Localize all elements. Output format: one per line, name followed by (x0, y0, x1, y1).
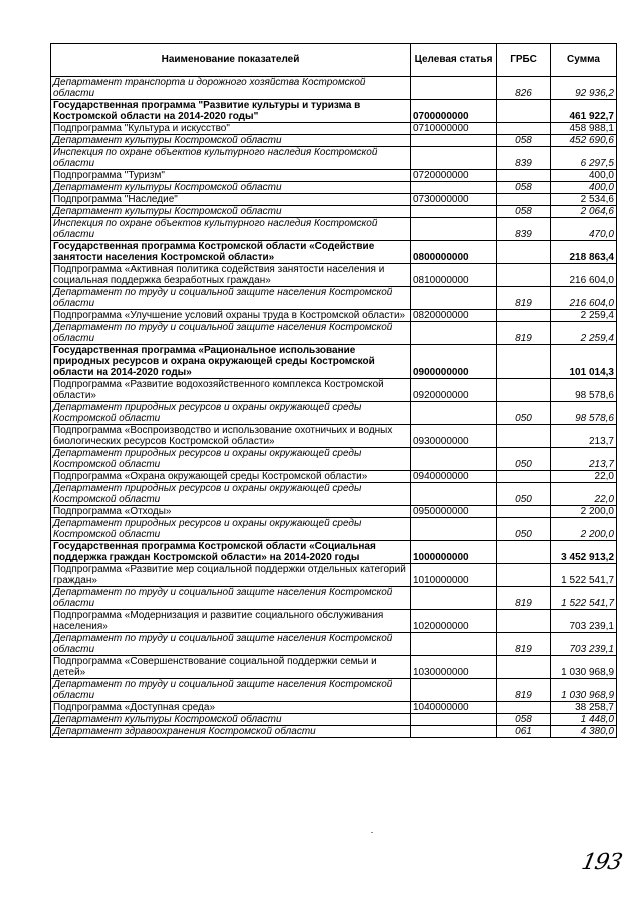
row-target-article-cell (411, 714, 497, 726)
table-row (51, 518, 617, 541)
header-sum: Сумма (551, 44, 617, 77)
row-sum-cell: 400,0 (551, 170, 617, 182)
row-sum-cell: 461 922,7 (551, 100, 617, 123)
row-target-article-cell: 1040000000 (411, 702, 497, 714)
row-name-cell: Департамент природных ресурсов и охраны окружающей среды Костромской области (51, 518, 411, 541)
table-row (51, 264, 617, 287)
row-grbs-cell: 819 (497, 287, 551, 310)
row-target-article-cell (411, 726, 497, 738)
row-grbs-cell (497, 610, 551, 633)
row-sum-cell: 22,0 (551, 471, 617, 483)
row-target-article-cell: 0940000000 (411, 471, 497, 483)
row-name-cell: Подпрограмма «Модернизация и развитие социального обслуживания населения» (51, 610, 411, 633)
row-sum-cell: 38 258,7 (551, 702, 617, 714)
row-grbs-cell: 819 (497, 322, 551, 345)
row-target-article-cell (411, 218, 497, 241)
row-name-cell: Департамент культуры Костромской области (51, 135, 411, 147)
row-grbs-cell (497, 425, 551, 448)
row-target-article-cell: 0720000000 (411, 170, 497, 182)
table-row (51, 541, 617, 564)
row-grbs-cell (497, 541, 551, 564)
row-sum-cell: 2 259,4 (551, 322, 617, 345)
row-grbs-cell (497, 345, 551, 379)
row-name-cell: Инспекция по охране объектов культурного наследия Костромской области (51, 218, 411, 241)
row-sum-cell: 2 064,6 (551, 206, 617, 218)
row-target-article-cell (411, 206, 497, 218)
row-target-article-cell: 1010000000 (411, 564, 497, 587)
row-grbs-cell (497, 264, 551, 287)
row-sum-cell: 1 030 968,9 (551, 679, 617, 702)
row-sum-cell: 452 690,6 (551, 135, 617, 147)
row-grbs-cell (497, 564, 551, 587)
row-sum-cell: 1 030 968,9 (551, 656, 617, 679)
table-row (51, 170, 617, 182)
row-grbs-cell (497, 471, 551, 483)
table-row (51, 633, 617, 656)
row-grbs-cell (497, 506, 551, 518)
row-target-article-cell (411, 147, 497, 170)
row-name-cell: Подпрограмма «Активная политика содействия занятости населения и социальная поддержка безработных граждан» (51, 264, 411, 287)
table-row (51, 610, 617, 633)
row-grbs-cell (497, 702, 551, 714)
row-target-article-cell (411, 518, 497, 541)
table-row (51, 310, 617, 322)
row-sum-cell: 98 578,6 (551, 379, 617, 402)
row-grbs-cell: 050 (497, 402, 551, 425)
row-sum-cell: 101 014,3 (551, 345, 617, 379)
row-name-cell: Департамент природных ресурсов и охраны окружающей среды Костромской области (51, 448, 411, 471)
row-name-cell: Департамент по труду и социальной защите населения Костромской области (51, 633, 411, 656)
row-grbs-cell (497, 241, 551, 264)
row-target-article-cell (411, 287, 497, 310)
row-name-cell: Подпрограмма «Воспроизводство и использование охотничьих и водных биологических ресурсов Костромской области» (51, 425, 411, 448)
table-row (51, 182, 617, 194)
row-target-article-cell (411, 587, 497, 610)
row-target-article-cell: 0950000000 (411, 506, 497, 518)
table-row (51, 425, 617, 448)
row-name-cell: Департамент культуры Костромской области (51, 714, 411, 726)
row-sum-cell: 2 534,6 (551, 194, 617, 206)
row-sum-cell: 2 259,4 (551, 310, 617, 322)
row-grbs-cell: 819 (497, 679, 551, 702)
row-sum-cell: 98 578,6 (551, 402, 617, 425)
row-name-cell: Департамент природных ресурсов и охраны окружающей среды Костромской области (51, 483, 411, 506)
row-grbs-cell: 050 (497, 483, 551, 506)
table-row (51, 123, 617, 135)
row-grbs-cell: 050 (497, 448, 551, 471)
page-number: 193 (579, 850, 624, 875)
row-sum-cell: 2 200,0 (551, 506, 617, 518)
row-target-article-cell: 1000000000 (411, 541, 497, 564)
row-target-article-cell (411, 402, 497, 425)
table-row (51, 702, 617, 714)
row-sum-cell: 470,0 (551, 218, 617, 241)
table-row (51, 483, 617, 506)
row-sum-cell: 1 522 541,7 (551, 587, 617, 610)
header-grbs: ГРБС (497, 44, 551, 77)
row-grbs-cell (497, 100, 551, 123)
header-name: Наименование показателей (51, 44, 411, 77)
table-row (51, 194, 617, 206)
row-name-cell: Департамент по труду и социальной защите населения Костромской области (51, 679, 411, 702)
row-name-cell: Государственная программа Костромской области «Социальная поддержка граждан Костромской области» на 2014-2020 годы (51, 541, 411, 564)
table-row (51, 100, 617, 123)
row-target-article-cell (411, 77, 497, 100)
row-target-article-cell: 0820000000 (411, 310, 497, 322)
row-target-article-cell: 0710000000 (411, 123, 497, 135)
row-name-cell: Департамент культуры Костромской области (51, 206, 411, 218)
row-target-article-cell: 1030000000 (411, 656, 497, 679)
table-row (51, 656, 617, 679)
row-grbs-cell: 826 (497, 77, 551, 100)
table-row (51, 345, 617, 379)
row-target-article-cell (411, 679, 497, 702)
row-target-article-cell: 0920000000 (411, 379, 497, 402)
table-row (51, 379, 617, 402)
row-name-cell: Департамент транспорта и дорожного хозяйства Костромской области (51, 77, 411, 100)
row-sum-cell: 1 522 541,7 (551, 564, 617, 587)
row-name-cell: Инспекция по охране объектов культурного наследия Костромской области (51, 147, 411, 170)
row-name-cell: Подпрограмма «Доступная среда» (51, 702, 411, 714)
budget-table (50, 43, 617, 738)
row-grbs-cell: 819 (497, 633, 551, 656)
table-row (51, 287, 617, 310)
row-sum-cell: 6 297,5 (551, 147, 617, 170)
row-sum-cell: 2 200,0 (551, 518, 617, 541)
row-grbs-cell: 819 (497, 587, 551, 610)
row-target-article-cell: 1020000000 (411, 610, 497, 633)
table-row (51, 506, 617, 518)
row-grbs-cell (497, 123, 551, 135)
row-target-article-cell (411, 182, 497, 194)
row-name-cell: Подпрограмма «Совершенствование социальной поддержки семьи и детей» (51, 656, 411, 679)
row-target-article-cell (411, 322, 497, 345)
row-name-cell: Департамент по труду и социальной защите населения Костромской области (51, 587, 411, 610)
row-name-cell: Государственная программа "Развитие культуры и туризма в Костромской области на 2014-2020 годы" (51, 100, 411, 123)
row-sum-cell: 213,7 (551, 448, 617, 471)
row-name-cell: Подпрограмма «Развитие водохозяйственного комплекса Костромской области» (51, 379, 411, 402)
table-header (51, 44, 617, 77)
row-sum-cell: 4 380,0 (551, 726, 617, 738)
row-sum-cell: 218 863,4 (551, 241, 617, 264)
table-row (51, 587, 617, 610)
table-body (51, 77, 617, 738)
row-name-cell: Департамент культуры Костромской области (51, 182, 411, 194)
row-name-cell: Подпрограмма "Наследие" (51, 194, 411, 206)
row-grbs-cell: 061 (497, 726, 551, 738)
row-name-cell: Подпрограмма «Отходы» (51, 506, 411, 518)
row-name-cell: Подпрограмма «Охрана окружающей среды Костромской области» (51, 471, 411, 483)
row-grbs-cell: 050 (497, 518, 551, 541)
row-sum-cell: 216 604,0 (551, 264, 617, 287)
row-sum-cell: 458 988,1 (551, 123, 617, 135)
table-row (51, 322, 617, 345)
row-name-cell: Подпрограмма "Культура и искусство" (51, 123, 411, 135)
row-sum-cell: 400,0 (551, 182, 617, 194)
row-name-cell: Департамент по труду и социальной защите населения Костромской области (51, 322, 411, 345)
row-sum-cell: 1 448,0 (551, 714, 617, 726)
table-row (51, 402, 617, 425)
row-grbs-cell: 058 (497, 135, 551, 147)
row-sum-cell: 213,7 (551, 425, 617, 448)
row-name-cell: Подпрограмма "Туризм" (51, 170, 411, 182)
row-name-cell: Департамент здравоохранения Костромской области (51, 726, 411, 738)
row-name-cell: Государственная программа «Рациональное использование природных ресурсов и охрана окружающей среды Костромской области на 2014-2020 годы» (51, 345, 411, 379)
table-row (51, 77, 617, 100)
row-name-cell: Департамент по труду и социальной защите населения Костромской области (51, 287, 411, 310)
row-target-article-cell: 0700000000 (411, 100, 497, 123)
scan-mark (371, 832, 373, 833)
row-sum-cell: 703 239,1 (551, 633, 617, 656)
row-target-article-cell: 0730000000 (411, 194, 497, 206)
row-grbs-cell (497, 656, 551, 679)
row-name-cell: Подпрограмма «Улучшение условий охраны труда в Костромской области» (51, 310, 411, 322)
table-row (51, 679, 617, 702)
row-name-cell: Департамент природных ресурсов и охраны окружающей среды Костромской области (51, 402, 411, 425)
row-grbs-cell: 058 (497, 714, 551, 726)
row-grbs-cell (497, 379, 551, 402)
row-target-article-cell: 0930000000 (411, 425, 497, 448)
row-target-article-cell: 0800000000 (411, 241, 497, 264)
table-row (51, 241, 617, 264)
row-grbs-cell (497, 310, 551, 322)
table-row (51, 206, 617, 218)
row-sum-cell: 22,0 (551, 483, 617, 506)
table-row (51, 147, 617, 170)
table-row (51, 564, 617, 587)
table-row (51, 726, 617, 738)
row-target-article-cell (411, 135, 497, 147)
row-name-cell: Государственная программа Костромской области «Содействие занятости населения Костромской области» (51, 241, 411, 264)
row-sum-cell: 92 936,2 (551, 77, 617, 100)
row-target-article-cell (411, 483, 497, 506)
table-row (51, 135, 617, 147)
row-grbs-cell: 839 (497, 218, 551, 241)
row-grbs-cell: 839 (497, 147, 551, 170)
table-row (51, 714, 617, 726)
row-sum-cell: 216 604,0 (551, 287, 617, 310)
row-name-cell: Подпрограмма «Развитие мер социальной поддержки отдельных категорий граждан» (51, 564, 411, 587)
row-grbs-cell: 058 (497, 182, 551, 194)
row-target-article-cell: 0810000000 (411, 264, 497, 287)
row-grbs-cell (497, 170, 551, 182)
row-target-article-cell: 0900000000 (411, 345, 497, 379)
row-sum-cell: 3 452 913,2 (551, 541, 617, 564)
row-target-article-cell (411, 448, 497, 471)
table-row (51, 448, 617, 471)
row-grbs-cell (497, 194, 551, 206)
row-sum-cell: 703 239,1 (551, 610, 617, 633)
table-row (51, 218, 617, 241)
row-target-article-cell (411, 633, 497, 656)
row-grbs-cell: 058 (497, 206, 551, 218)
header-target-article: Целевая статья (411, 44, 497, 77)
table-row (51, 471, 617, 483)
